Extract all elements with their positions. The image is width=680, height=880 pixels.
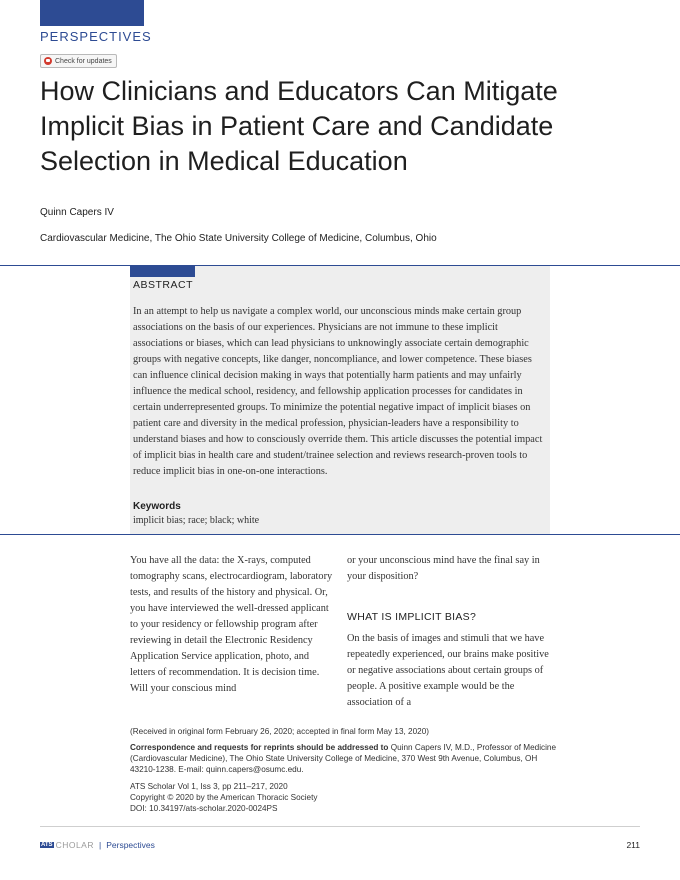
ats-logo: ATS <box>41 842 53 848</box>
citation-line: ATS Scholar Vol 1, Iss 3, pp 211–217, 2020 <box>130 782 288 791</box>
section-heading: WHAT IS IMPLICIT BIAS? <box>347 611 477 623</box>
body-column-right-intro: or your unconscious mind have the final say in your disposition? <box>347 555 540 582</box>
author-name: Quinn Capers IV <box>40 207 114 218</box>
abstract-text: In an attempt to help us navigate a complex world, our unconscious minds make certain group associations on the basis of our experiences. Physicians are not immune to these implicit associations or biases, which can lead physicians to unknowingly associate certain demographic groups with negative concepts, like danger, noncompliance, and lower competence. These biases can influence clinical decision making in ways that potentially harm patients and may unfairly influence the medical school, residency, and fellowship application processes for candidates in certain underrepresented groups. To minimize the potential negative impact of implicit biases on patient care and diversity in the medical profession, physician-leaders have a responsibility to understand biases and how to consciously override them. This article discusses the potential impact of implicit bias in health care and student/trainee selection and reviews research-proven tools to reduce implicit bias in one-on-one interactions. <box>133 306 543 477</box>
keywords-heading: Keywords <box>133 501 181 512</box>
abstract-bottom-rule <box>0 534 680 535</box>
doi-link[interactable]: DOI: 10.34197/ats-scholar.2020-0024PS <box>130 804 278 813</box>
check-for-updates-label: Check for updates <box>55 57 112 65</box>
check-for-updates-button[interactable] <box>40 54 117 68</box>
body-column-left: You have all the data: the X-rays, computed tomography scans, electrocardiogram, laboratory tests, and results of the history and physical. Or, you have interviewed the well-dressed applicant to your residency or fellowship program after reviewing in detail the Electronic Residency Application Service application, photo, and letters of recommendation. It is decision time. Will your conscious mind <box>130 555 333 694</box>
correspondence-note <box>130 742 560 775</box>
copyright-line: Copyright © 2020 by the American Thoracic Society <box>130 793 318 802</box>
abstract-accent-tab <box>130 266 195 277</box>
received-dates: (Received in original form February 26, 2020; accepted in final form May 13, 2020) <box>130 727 429 736</box>
journal-footer <box>40 840 155 850</box>
footer-section-link[interactable]: Perspectives <box>106 840 155 850</box>
body-column-right-text: On the basis of images and stimuli that we have repeatedly experienced, our brains make positive or negative associations about certain groups of people. A positive example would be the association of a <box>347 633 549 708</box>
keywords-list: implicit bias; race; black; white <box>133 515 260 526</box>
section-label: PERSPECTIVES <box>40 29 152 44</box>
abstract-heading: ABSTRACT <box>133 279 194 291</box>
footer-rule <box>40 826 640 827</box>
correspondence-label: Correspondence and requests for reprints should be addressed to <box>130 743 389 752</box>
correspondence-text: Quinn Capers IV, M.D., Professor of Medicine (Cardiovascular Medicine), The Ohio State University College of Medicine, 370 West 9th Avenue, Columbus, OH 43210-1238. E-mail: quinn.capers@osumc.edu. <box>130 743 557 774</box>
footer-separator: | <box>99 840 102 850</box>
header-accent-bar <box>40 0 144 26</box>
article-title: How Clinicians and Educators Can Mitigate Implicit Bias in Patient Care and Candidate Selection in Medical Education <box>40 76 558 176</box>
page-number: 211 <box>626 840 640 850</box>
bookmark-icon <box>44 57 52 65</box>
author-affiliation: Cardiovascular Medicine, The Ohio State University College of Medicine, Columbus, Ohio <box>40 233 437 244</box>
journal-name: CHOLAR <box>55 840 94 850</box>
